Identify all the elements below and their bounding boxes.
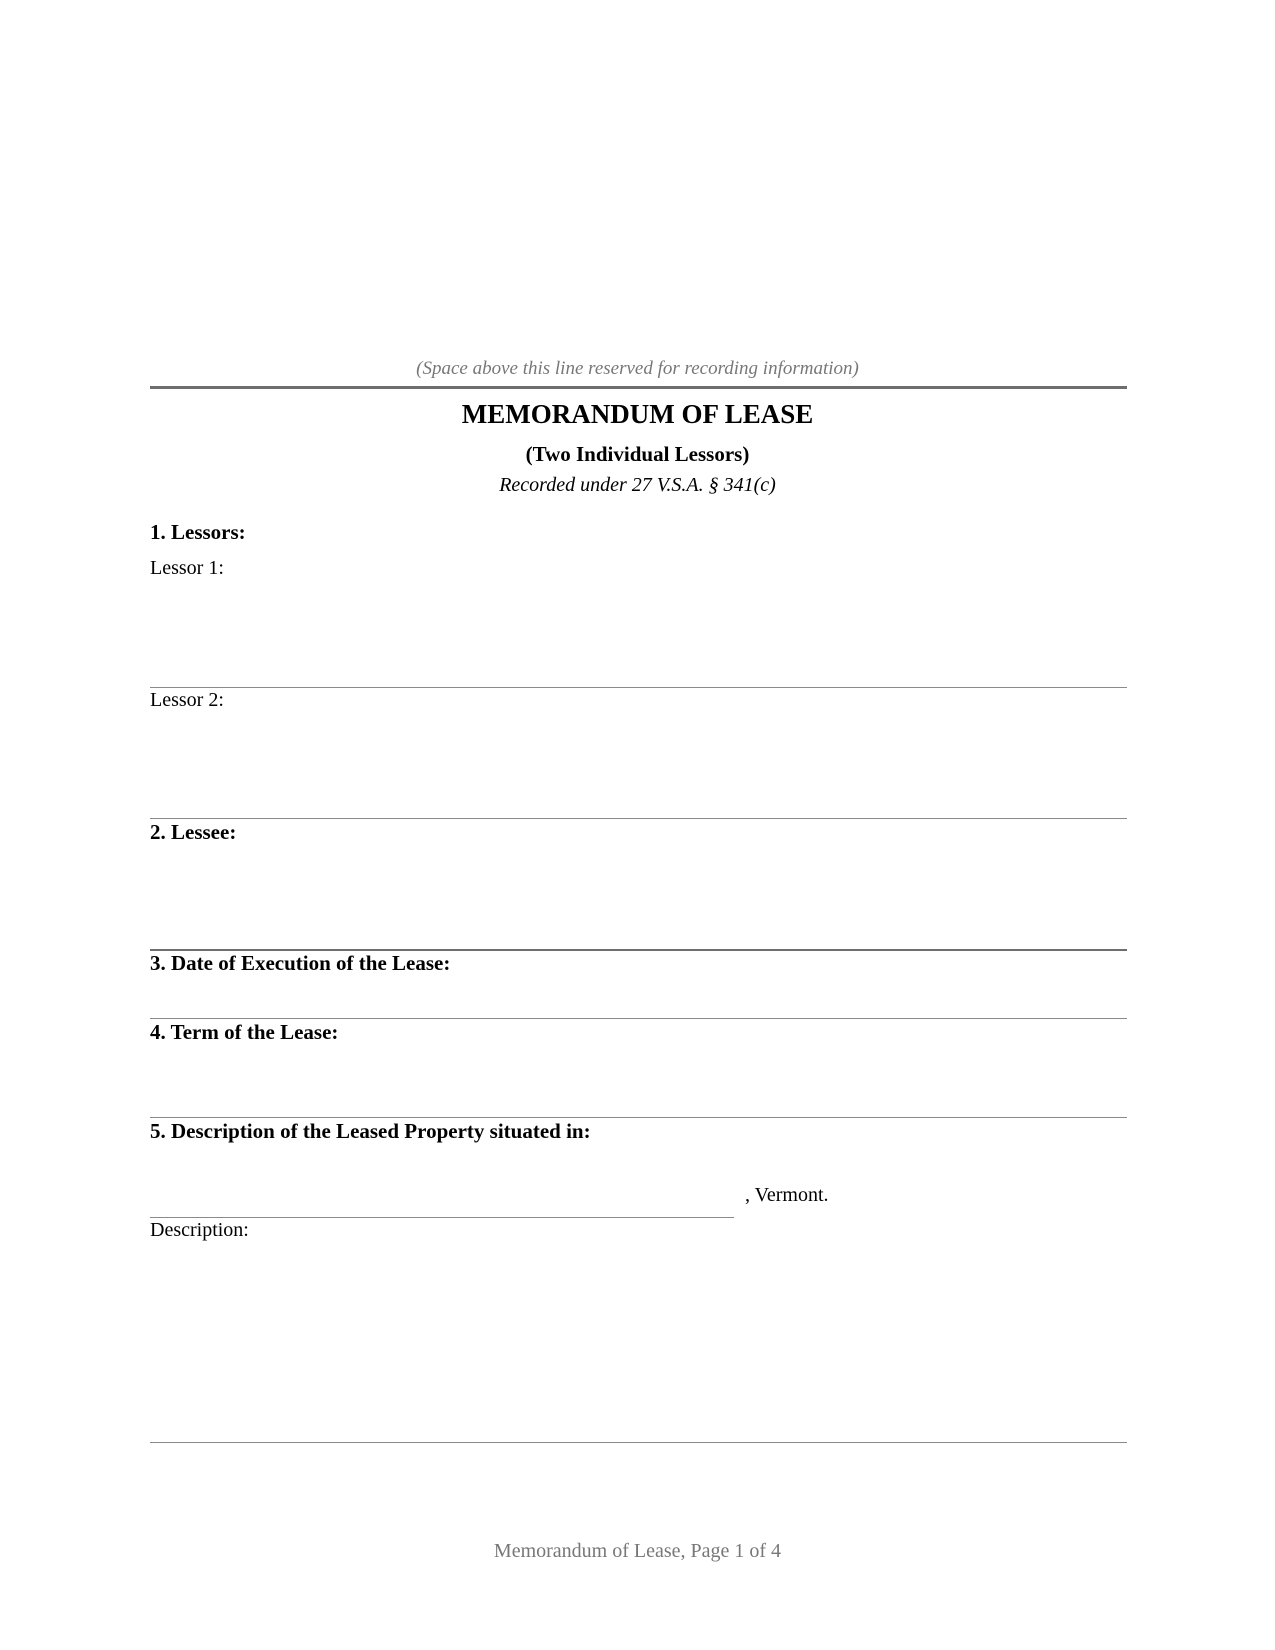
lessor-2-label: Lessor 2: xyxy=(150,689,224,711)
lessors-heading: 1. Lessors: xyxy=(150,520,246,544)
execution-date-field-line[interactable] xyxy=(150,1018,1127,1019)
lessor-1-field-line[interactable] xyxy=(150,687,1127,688)
lessee-heading: 2. Lessee: xyxy=(150,820,237,844)
description-field-line[interactable] xyxy=(150,1442,1127,1443)
property-heading: 5. Description of the Leased Property situated in: xyxy=(150,1119,591,1143)
statute-reference: Recorded under 27 V.S.A. § 341(c) xyxy=(499,474,776,496)
recording-divider xyxy=(150,386,1127,389)
state-suffix: , Vermont. xyxy=(745,1184,829,1206)
document-title: MEMORANDUM OF LEASE xyxy=(461,399,814,429)
lessor-2-field-line[interactable] xyxy=(150,818,1127,819)
recording-space-note: (Space above this line reserved for recording information) xyxy=(416,358,859,379)
document-subtitle: (Two Individual Lessors) xyxy=(525,442,750,466)
town-field-line[interactable] xyxy=(150,1217,734,1218)
description-label: Description: xyxy=(150,1219,249,1241)
lessor-1-label: Lessor 1: xyxy=(150,557,224,579)
page-footer: Memorandum of Lease, Page 1 of 4 xyxy=(493,1540,782,1562)
term-heading: 4. Term of the Lease: xyxy=(150,1020,339,1044)
execution-date-heading: 3. Date of Execution of the Lease: xyxy=(150,951,451,975)
term-field-line[interactable] xyxy=(150,1117,1127,1118)
